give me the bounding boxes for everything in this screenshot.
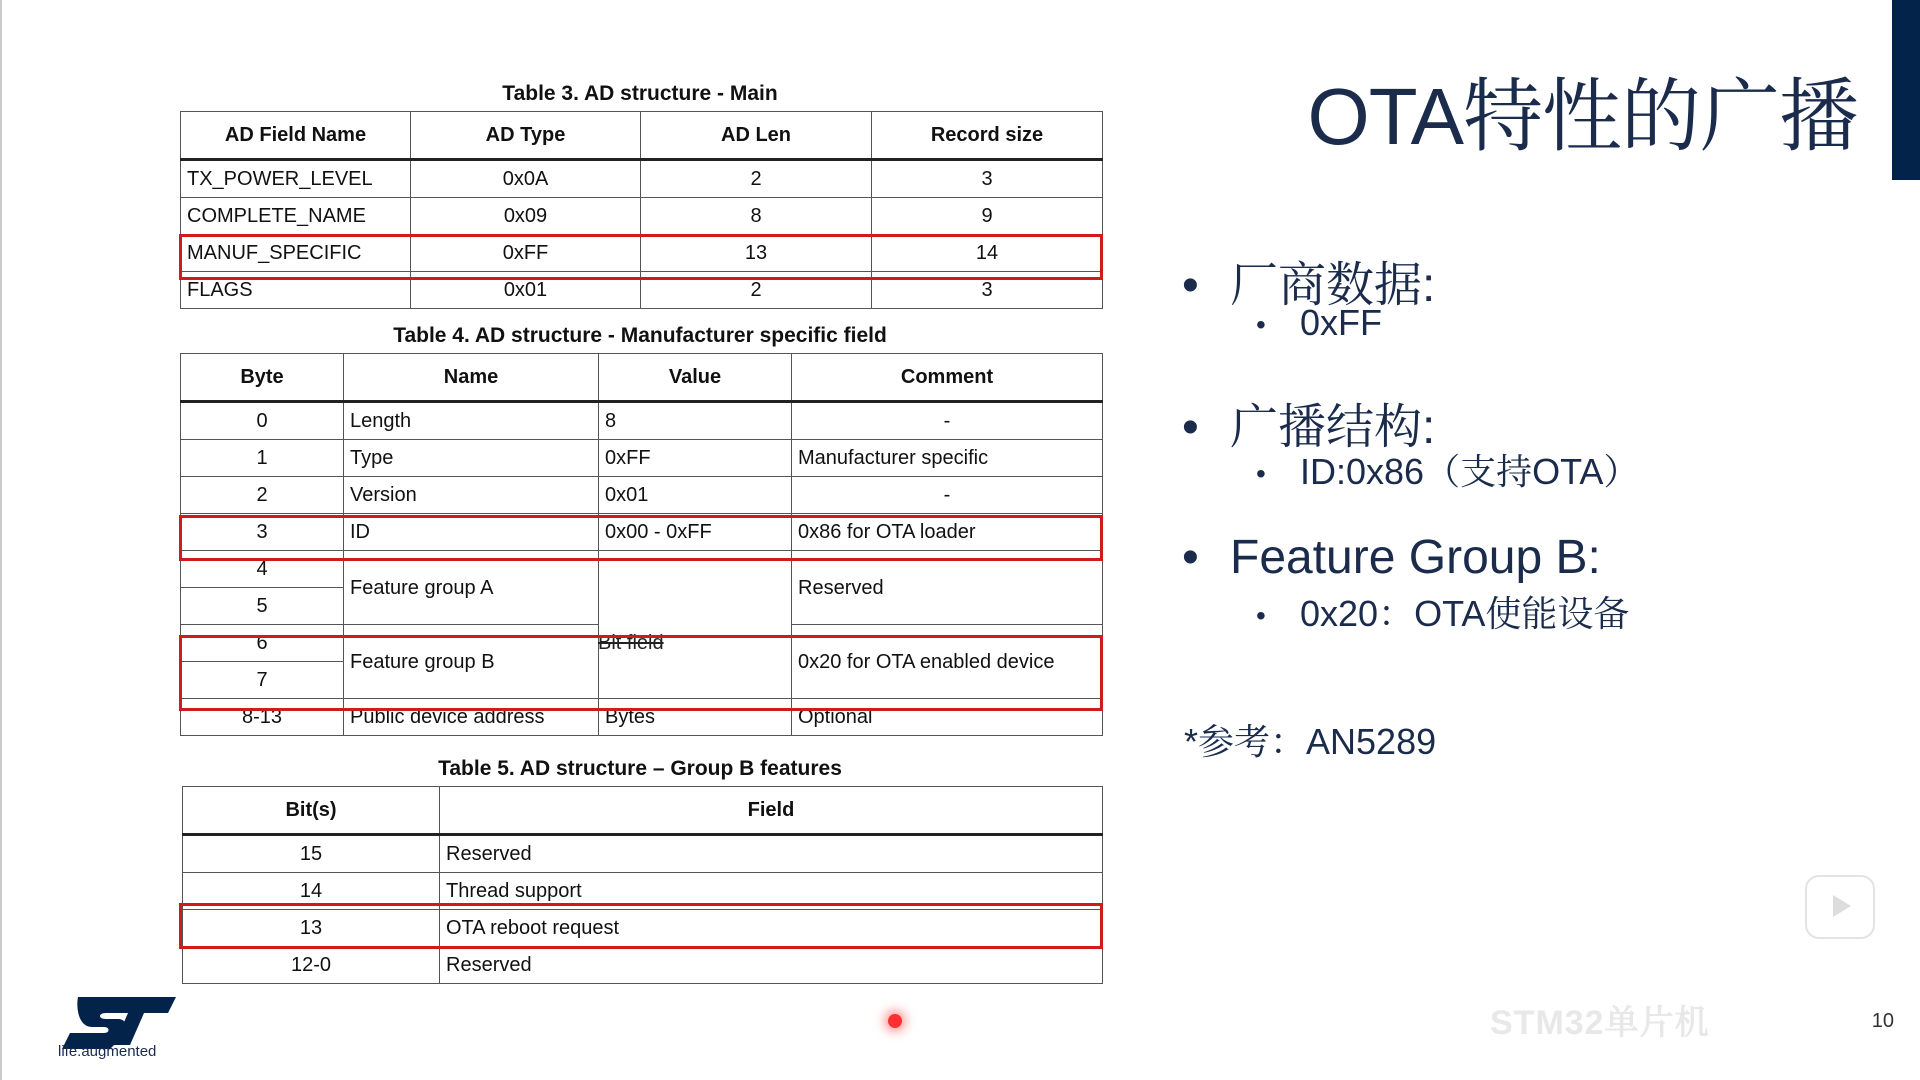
table5	[182, 786, 1103, 984]
table-cell: 0	[181, 402, 344, 440]
slide-title: OTA特性的广播	[1307, 72, 1858, 161]
table-cell: Thread support	[440, 873, 1103, 910]
table4-header: Byte	[181, 354, 344, 402]
accent-bar	[1892, 0, 1920, 180]
table-row	[181, 477, 1103, 514]
table-row	[181, 514, 1103, 551]
table-row	[181, 440, 1103, 477]
watermark: STM32单片机	[1490, 1004, 1710, 1042]
bullet-text: 广播结构:	[1230, 401, 1436, 454]
table-cell: 0x01	[599, 477, 792, 514]
table-cell: 1	[181, 440, 344, 477]
table-cell: FLAGS	[181, 272, 411, 309]
page-number: 10	[1871, 1010, 1894, 1032]
table-row	[181, 235, 1103, 272]
bullet-icon: •	[1182, 401, 1199, 454]
table-cell: 2	[181, 477, 344, 514]
bullet-icon: •	[1256, 600, 1266, 632]
table-cell: OTA reboot request	[440, 910, 1103, 947]
table3-header: AD Field Name	[181, 112, 411, 160]
table-cell: Public device address	[344, 699, 599, 736]
table-cell: Type	[344, 440, 599, 477]
table-cell: TX_POWER_LEVEL	[181, 160, 411, 198]
table-cell: 0x20 for OTA enabled device	[792, 625, 1103, 699]
table-row	[181, 272, 1103, 309]
table-cell: 9	[872, 198, 1103, 235]
table-cell: Bytes	[599, 699, 792, 736]
table-cell: 14	[872, 235, 1103, 272]
bit-field-label: Bit field	[598, 632, 664, 654]
table-row	[183, 947, 1103, 984]
table-cell: 3	[181, 514, 344, 551]
table5-header: Bit(s)	[183, 787, 440, 835]
table3-header: AD Len	[641, 112, 872, 160]
bullet-text: Feature Group B:	[1230, 531, 1601, 584]
table-cell: Manufacturer specific	[792, 440, 1103, 477]
table5-caption: Table 5. AD structure – Group B features	[438, 757, 842, 780]
table-cell: Feature group B	[344, 625, 599, 699]
table-cell: 0x01	[411, 272, 641, 309]
table-cell: Length	[344, 402, 599, 440]
bullet-text: 厂商数据:	[1230, 259, 1436, 312]
table4	[180, 353, 1103, 736]
table-cell: 4	[181, 551, 344, 588]
table-cell: Reserved	[440, 947, 1103, 984]
table-cell: 0x86 for OTA loader	[792, 514, 1103, 551]
table-row	[181, 699, 1103, 736]
table-cell-bit-field	[599, 551, 792, 699]
table-cell: 3	[872, 160, 1103, 198]
table4-header: Name	[344, 354, 599, 402]
table3	[180, 111, 1103, 309]
bullet-icon: •	[1256, 458, 1266, 490]
table-cell: 12-0	[183, 947, 440, 984]
table-cell: 3	[872, 272, 1103, 309]
play-icon[interactable]	[1805, 875, 1875, 939]
table-row	[183, 835, 1103, 873]
table-cell: 15	[183, 835, 440, 873]
bullet-text: ID:0x86（支持OTA）	[1300, 451, 1640, 492]
table-cell: Reserved	[440, 835, 1103, 873]
table-cell: Version	[344, 477, 599, 514]
table-cell: 8	[641, 198, 872, 235]
table-row	[183, 873, 1103, 910]
table-row	[181, 402, 1103, 440]
table-cell: ID	[344, 514, 599, 551]
table-cell: 8-13	[181, 699, 344, 736]
bullet-icon: •	[1256, 309, 1266, 341]
table-cell: 0x09	[411, 198, 641, 235]
table4-header: Value	[599, 354, 792, 402]
table-cell: 8	[599, 402, 792, 440]
table-row	[183, 910, 1103, 947]
table-cell: COMPLETE_NAME	[181, 198, 411, 235]
sub-bullet	[1256, 586, 1629, 637]
table4-header: Comment	[792, 354, 1103, 402]
table-cell: 13	[641, 235, 872, 272]
bullet-feature-group-b	[1182, 530, 1601, 585]
table-cell: 2	[641, 160, 872, 198]
table-cell: 0xFF	[599, 440, 792, 477]
sub-bullet	[1256, 444, 1639, 495]
bullet-icon: •	[1182, 259, 1199, 312]
table-cell: 0xFF	[411, 235, 641, 272]
table3-header: AD Type	[411, 112, 641, 160]
table-cell: -	[792, 477, 1103, 514]
sub-bullet	[1256, 302, 1382, 344]
table3-caption: Table 3. AD structure - Main	[502, 82, 778, 105]
table5-header: Field	[440, 787, 1103, 835]
table-row	[181, 198, 1103, 235]
table-cell: 5	[181, 588, 344, 625]
reference-note: *参考：AN5289	[1184, 721, 1437, 762]
bullet-text: 0x20：OTA使能设备	[1300, 593, 1630, 634]
table-row	[181, 551, 1103, 588]
table-cell: -	[792, 402, 1103, 440]
table-cell: 13	[183, 910, 440, 947]
laser-pointer-icon	[888, 1014, 902, 1028]
table-cell: 0x0A	[411, 160, 641, 198]
table-cell: 0x00 - 0xFF	[599, 514, 792, 551]
table-cell: 7	[181, 662, 344, 699]
table-cell: 14	[183, 873, 440, 910]
slide-edge	[0, 0, 2, 1080]
bullet-text: 0xFF	[1300, 302, 1383, 343]
table-cell: 2	[641, 272, 872, 309]
logo-tagline: life.augmented	[58, 1043, 157, 1060]
table-row	[181, 160, 1103, 198]
table3-header: Record size	[872, 112, 1103, 160]
table-cell: Reserved	[792, 551, 1103, 625]
bullet-icon: •	[1182, 531, 1199, 584]
table-cell: 6	[181, 625, 344, 662]
table4-caption: Table 4. AD structure - Manufacturer specific field	[393, 324, 887, 347]
table-cell: Optional	[792, 699, 1103, 736]
table-cell: Feature group A	[344, 551, 599, 625]
table-cell: MANUF_SPECIFIC	[181, 235, 411, 272]
